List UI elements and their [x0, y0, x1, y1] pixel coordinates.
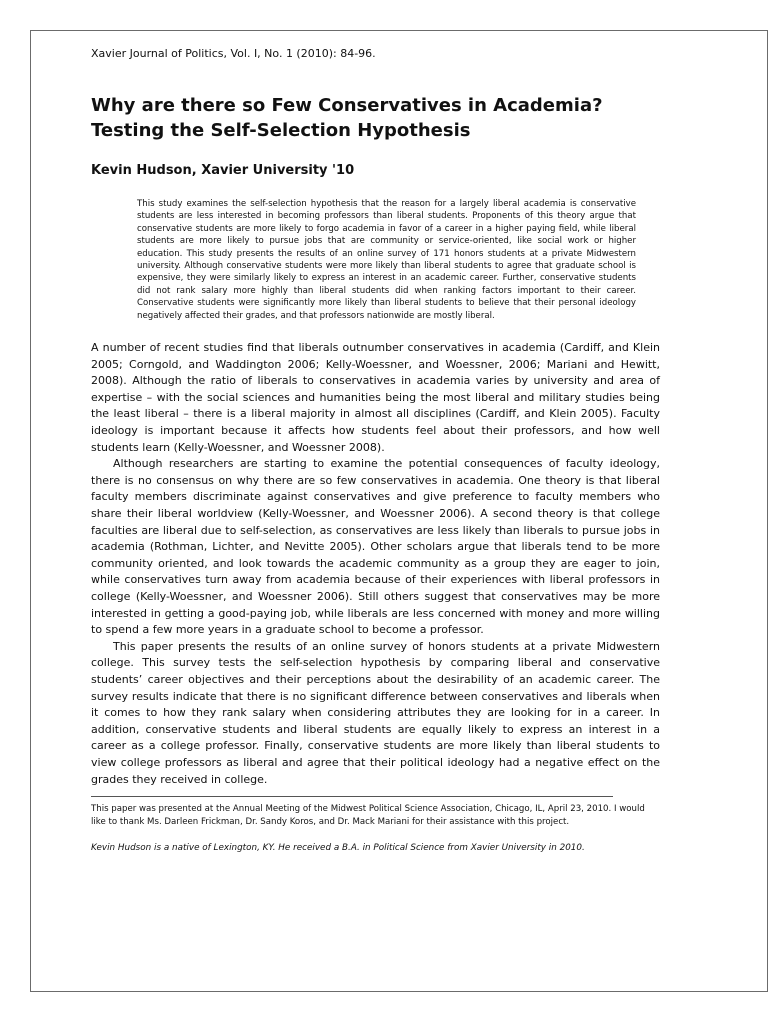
article-title: Why are there so Few Conservatives in Academia? Testing the Self-Selection Hypothesis — [91, 95, 603, 141]
journal-citation: Xavier Journal of Politics, Vol. I, No. 1 (2010): 84-96. — [91, 47, 376, 60]
author-bio: Kevin Hudson is a native of Lexington, KY. He received a B.A. in Political Science from Xavier University in 2010. — [91, 843, 585, 854]
author-line: Kevin Hudson, Xavier University '10 — [91, 163, 355, 178]
body-paragraph: This paper presents the results of an online survey of honors students at a private Midwestern college. This survey tests the self-selection hypothesis by comparing liberal and conservative students’ career objectives and their perceptions about the desirability of an academic career. The survey results indicate that there is no significant difference between conservatives and liberals when it comes to how they rank salary when considering attributes they are looking for in a career. In addition, conservative students and liberal students are equally likely to express an interest in a career as a college professor. Finally, conservative students are more likely than liberal students to view college professors as liberal and agree that their political ideology had a negative effect on the grades they received in college. — [91, 639, 660, 786]
abstract: This study examines the self-selection hypothesis that the reason for a largely liberal academia is conservative students are less interested in becoming professors than liberal students. Proponents of this theory argue that conservative students are more likely to forgo academia in favor of a career in a higher paying field, while liberal students are more likely to pursue jobs that are community or service-oriented, like social work or higher education. This study presents the results of an online survey of 171 honors students at a private Midwestern university. Although conservative students were more likely than liberal students to agree that graduate school is expensive, they were similarly likely to express an interest in an academic career. Further, conservative students did not rank salary more highly than liberal students did when ranking factors important to their career. Conservative students were significantly more likely than liberal students to believe that their personal ideology negatively affected their grades, and that professors nationwide are mostly liberal. — [137, 199, 636, 321]
footnote: This paper was presented at the Annual Meeting of the Midwest Political Science Association, Chicago, IL, April 23, 2010. I would like to thank Ms. Darleen Frickman, Dr. Sandy Koros, and Dr. Mack Mariani for their assistance with this project. — [91, 804, 645, 827]
body-paragraph: Although researchers are starting to examine the potential consequences of faculty ideology, there is no consensus on why there are so few conservatives in academia. One theory is that liberal faculty members discriminate against conservatives and give preference to faculty members who share their liberal worldview (Kelly-Woessner, and Woessner 2006). A second theory is that college faculties are liberal due to self-selection, as conservatives are less likely than liberals to pursue jobs in academia (Rothman, Lichter, and Nevitte 2005). Other scholars argue that liberals tend to be more community oriented, and look towards the academic community as a group they are eager to join, while conservatives turn away from academia because of their experiences with liberal professors in college (Kelly-Woessner, and Woessner 2006). Still others suggest that conservatives may be more interested in getting a good-paying job, while liberals are less concerned with money and more willing to spend a few more years in a graduate school to become a professor. — [91, 457, 660, 637]
article-page — [91, 47, 660, 855]
body-paragraph: A number of recent studies find that liberals outnumber conservatives in academia (Cardiff, and Klein 2005; Corngold, and Waddington 2006; Kelly-Woessner, and Woessner, 2006; Mariani and Hewitt, 2008). Although the ratio of liberals to conservatives in academia varies by university and area of expertise – with the social sciences and humanities being the most liberal and military studies being the least liberal – there is a liberal majority in almost all disciplines (Cardiff, and Klein 2005). Faculty ideology is important because it affects how students feel about their professors, and how well students learn (Kelly-Woessner, and Woessner 2008). — [91, 341, 660, 454]
footnote-divider — [91, 796, 613, 797]
body-text — [91, 340, 660, 788]
